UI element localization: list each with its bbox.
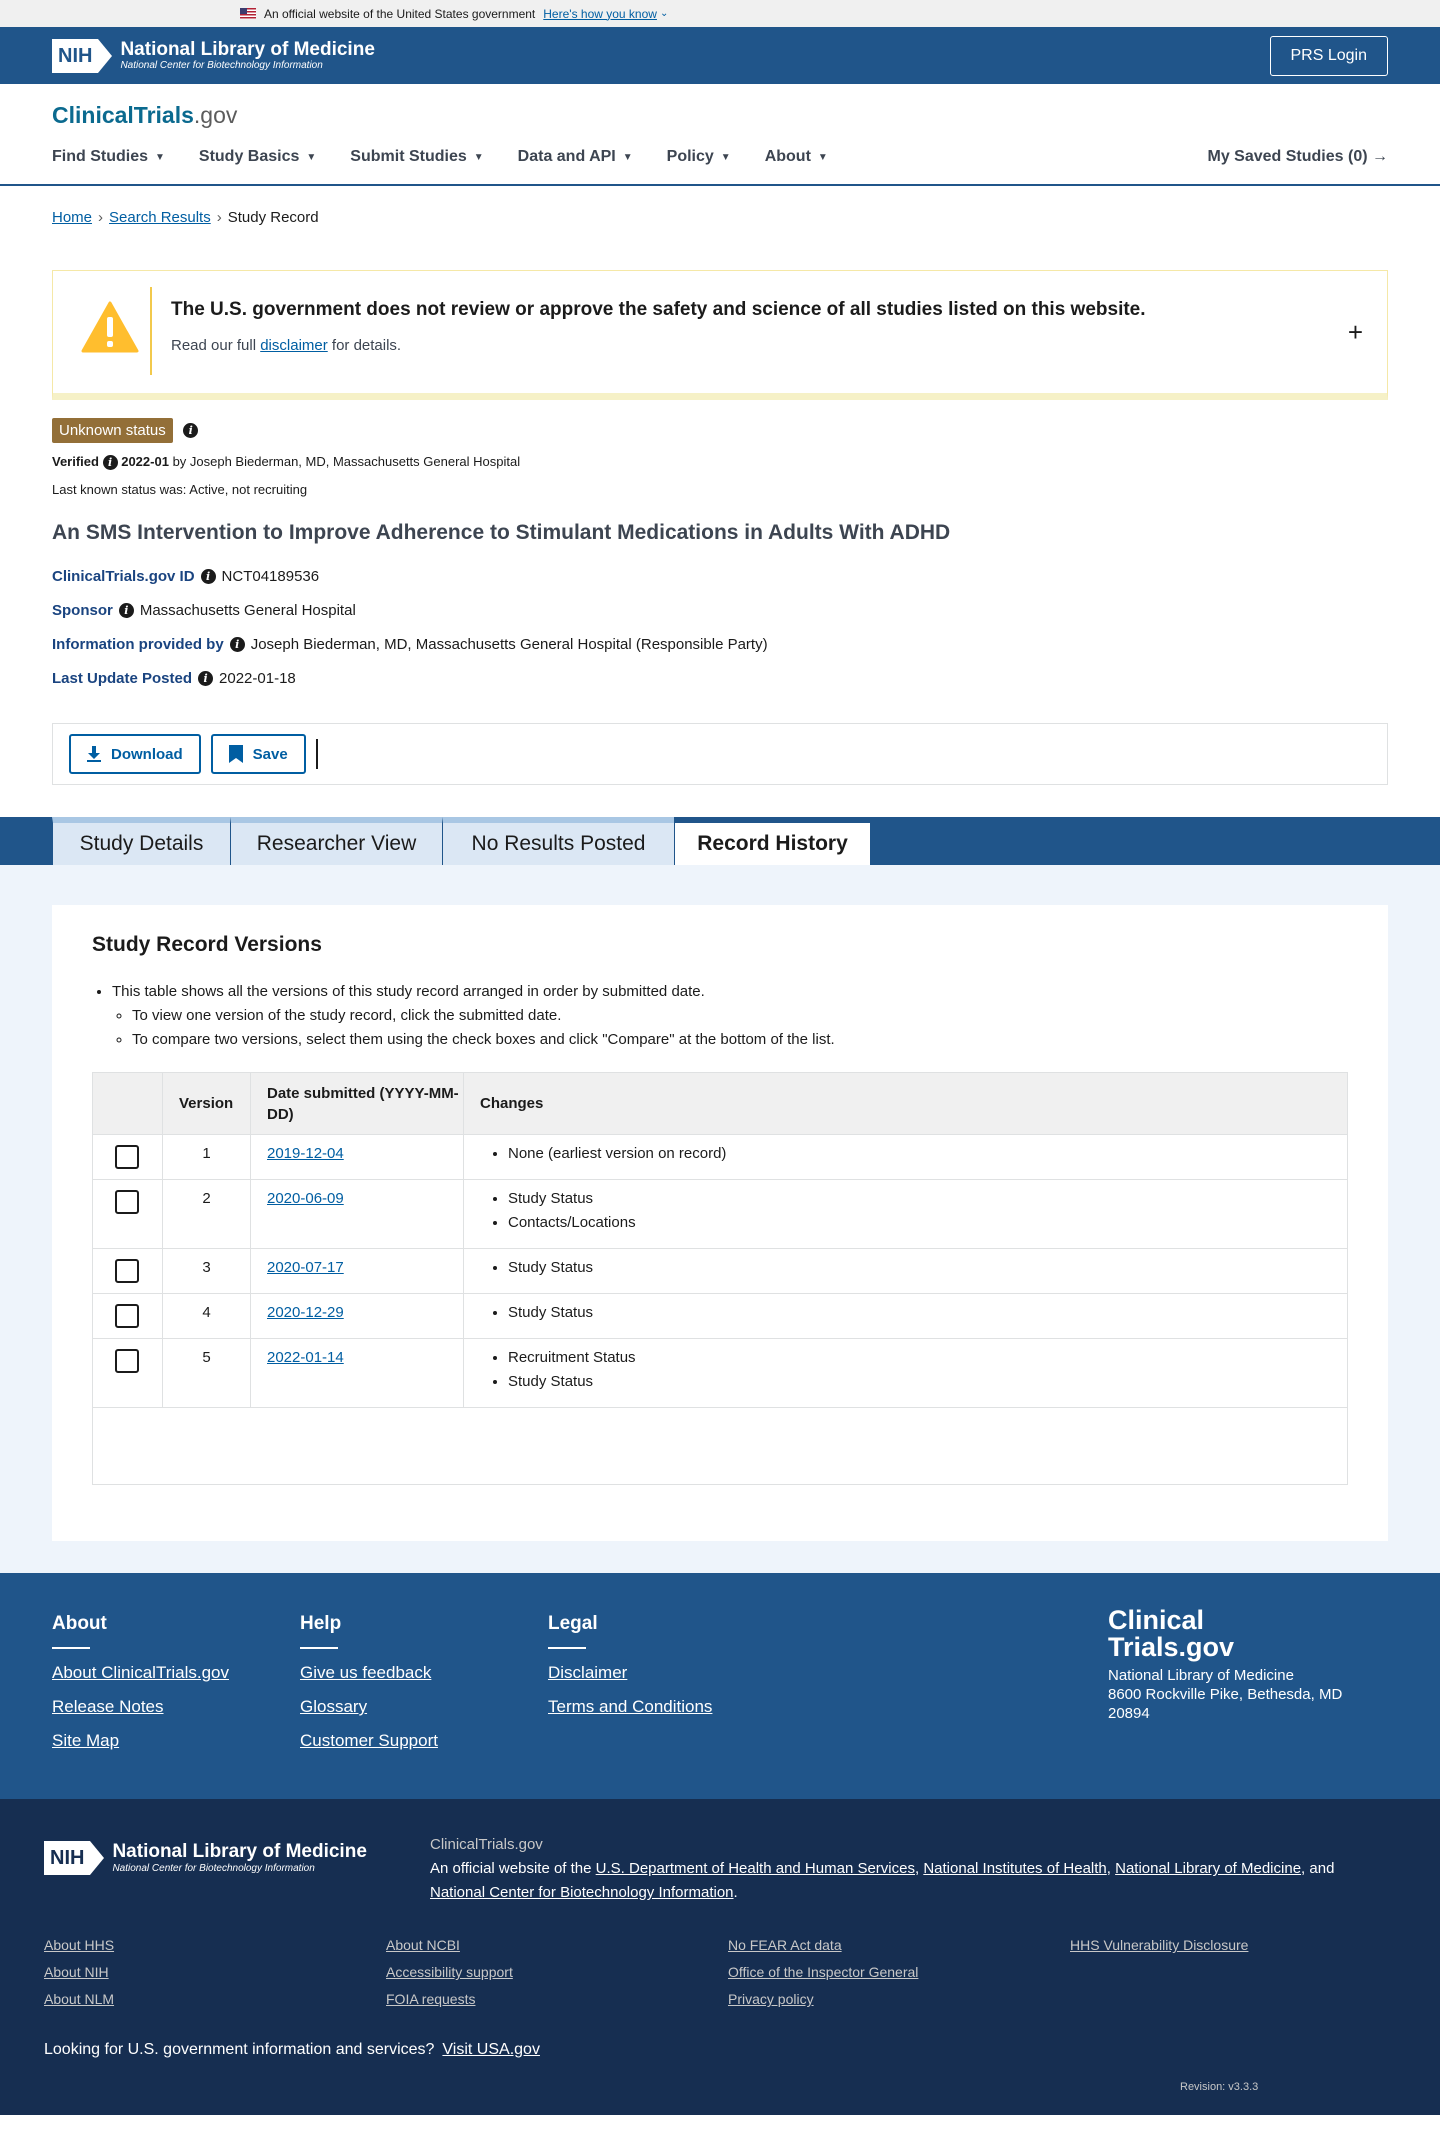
footer-link[interactable]: About NIH: [44, 1964, 109, 1981]
change-item: • Recruitment Status: [508, 1349, 1347, 1366]
nlm-footer: [0, 1799, 1440, 2115]
table-row: [93, 1180, 1347, 1249]
provided-by-label: Information provided by: [52, 635, 224, 653]
info-icon[interactable]: i: [119, 603, 134, 618]
version-date-link[interactable]: 2022-01-14: [267, 1349, 344, 1367]
version-checkbox[interactable]: [115, 1145, 139, 1169]
ncbi-link[interactable]: National Center for Biotechnology Information: [430, 1884, 734, 1902]
nav-find-studies[interactable]: Find Studies ▼: [52, 148, 165, 165]
usa-gov-link[interactable]: Visit USA.gov: [442, 2041, 540, 2059]
footer-link[interactable]: Site Map: [52, 1731, 120, 1751]
site-logo-suffix: .gov: [193, 102, 238, 128]
footer-about: About About ClinicalTrials.gov Release Notes Site Map: [52, 1613, 229, 1751]
nih-link[interactable]: National Institutes of Health: [923, 1860, 1107, 1878]
warning-icon: [81, 301, 139, 353]
versions-table: [92, 1072, 1348, 1485]
tab-study-details[interactable]: Study Details: [52, 817, 230, 865]
breadcrumb-home[interactable]: Home: [52, 209, 93, 226]
col-version: Version: [163, 1073, 251, 1134]
id-value: NCT04189536: [221, 567, 320, 585]
versions-help-compare: ◦ To compare two versions, select them using the check boxes and click "Compare" at the bottom of the list.: [132, 1031, 1348, 1048]
col-date: Date submitted (YYYY-MM-DD): [251, 1073, 464, 1134]
version-date-link[interactable]: 2019-12-04: [267, 1145, 344, 1163]
gov-banner-text: An official website of the United States government: [264, 6, 536, 21]
change-item: • Contacts/Locations: [508, 1214, 1347, 1231]
table-header: [93, 1073, 1347, 1135]
version-date-link[interactable]: 2020-06-09: [267, 1190, 344, 1208]
alert-heading: The U.S. government does not review or approve the safety and science of all studies listed on this website.: [171, 299, 1146, 320]
version-checkbox[interactable]: [115, 1259, 139, 1283]
id-label: ClinicalTrials.gov ID: [52, 567, 195, 585]
nih-logo-abbr: NIH: [52, 39, 98, 73]
revision-text: Revision: v3.3.3: [1180, 2081, 1259, 2094]
footer-link[interactable]: Disclaimer: [548, 1663, 628, 1683]
nlm-logo[interactable]: [52, 39, 375, 73]
tab-no-results-posted[interactable]: No Results Posted: [442, 817, 674, 865]
main-nav: [52, 148, 862, 166]
study-title: An SMS Intervention to Improve Adherence to Stimulant Medications in Adults With ADHD: [52, 521, 951, 545]
footer-link[interactable]: No FEAR Act data: [728, 1937, 842, 1954]
download-button[interactable]: Download: [69, 734, 201, 774]
nlm-subtitle: National Center for Biotechnology Information: [120, 60, 323, 72]
breadcrumb: [0, 186, 1440, 270]
tab-bar: [0, 817, 1440, 865]
chevron-right-icon: ›: [216, 209, 222, 226]
table-row: [93, 1294, 1347, 1339]
chevron-right-icon: ›: [98, 209, 104, 226]
nlm-footer-logo[interactable]: NIH National Library of Medicine National Center for Biotechnology Information: [44, 1841, 367, 1875]
last-update-label: Last Update Posted: [52, 669, 193, 687]
change-item: • None (earliest version on record): [508, 1145, 1347, 1162]
verified-line: Verified i 2022-01 by Joseph Biederman, MD, Massachusetts General Hospital: [52, 454, 521, 470]
version-number: 1: [163, 1135, 251, 1179]
us-flag-icon: [240, 8, 256, 19]
sponsor-label: Sponsor: [52, 601, 113, 619]
version-date-link[interactable]: 2020-07-17: [267, 1259, 344, 1277]
hhs-link[interactable]: U.S. Department of Health and Human Services: [595, 1860, 915, 1878]
footer-link[interactable]: Terms and Conditions: [548, 1697, 713, 1717]
footer-link[interactable]: Release Notes: [52, 1697, 164, 1717]
info-icon[interactable]: i: [230, 637, 245, 652]
change-item: • Study Status: [508, 1259, 1347, 1276]
gov-banner: [0, 0, 1440, 27]
version-checkbox[interactable]: [115, 1349, 139, 1373]
nav-policy[interactable]: Policy ▼: [666, 148, 731, 165]
footer-link[interactable]: Give us feedback: [300, 1663, 432, 1683]
nlm-title: National Library of Medicine: [120, 38, 375, 60]
table-row: [93, 1339, 1347, 1408]
alert-text: Read our full disclaimer for details.: [171, 337, 402, 354]
footer-link[interactable]: FOIA requests: [386, 1991, 476, 2008]
table-row: [93, 1249, 1347, 1294]
versions-intro: • This table shows all the versions of this study record arranged in order by submitted date.: [112, 983, 1348, 1000]
nlm-link[interactable]: National Library of Medicine: [1115, 1860, 1302, 1878]
last-known-status: Last known status was: Active, not recruiting: [52, 482, 308, 498]
expand-plus-icon[interactable]: +: [1347, 317, 1363, 347]
tab-record-history[interactable]: Record History: [674, 817, 870, 865]
info-icon[interactable]: i: [183, 423, 198, 438]
info-icon[interactable]: i: [198, 671, 213, 686]
disclaimer-link[interactable]: disclaimer: [260, 337, 328, 354]
prs-login-button[interactable]: PRS Login: [1270, 36, 1389, 76]
footer-legal: Legal Disclaimer Terms and Conditions: [548, 1613, 713, 1717]
site-logo-main: ClinicalTrials: [52, 102, 194, 128]
change-item: • Study Status: [508, 1190, 1347, 1207]
chevron-down-icon: ▼: [473, 151, 484, 163]
chevron-down-icon: ▼: [720, 151, 731, 163]
download-icon: [87, 746, 101, 762]
table-row: [93, 1135, 1347, 1180]
info-icon[interactable]: i: [103, 455, 118, 470]
site-logo[interactable]: [52, 102, 237, 129]
footer-link[interactable]: Customer Support: [300, 1731, 438, 1751]
version-number: 4: [163, 1294, 251, 1338]
chevron-down-icon: ▼: [817, 151, 828, 163]
footer-logo[interactable]: Clinical Trials.gov: [1108, 1605, 1235, 1663]
provided-by-value: Joseph Biederman, MD, Massachusetts General Hospital (Responsible Party): [250, 635, 768, 653]
change-item: • Study Status: [508, 1373, 1347, 1390]
official-statement: ClinicalTrials.gov An official website of the U.S. Department of Health and Human Services, National Institutes of Health, National Library of Medicine, and National Center for Biotechnology Information.: [430, 1836, 1335, 1902]
nih-header: [0, 27, 1440, 84]
site-footer: [0, 1573, 1440, 1799]
footer-link[interactable]: About NCBI: [386, 1937, 460, 1954]
footer-brand: Clinical Trials.gov National Library of Medicine 8600 Rockville Pike, Bethesda, MD 20894: [1108, 1607, 1358, 1723]
how-you-know-link[interactable]: Here's how you know: [543, 6, 657, 21]
arrow-right-icon: →: [1372, 148, 1388, 165]
site-header: [0, 84, 1440, 186]
saved-studies-link[interactable]: My Saved Studies (0) →: [1207, 148, 1388, 165]
disclaimer-alert: [52, 270, 1388, 400]
nih-logo-abbr: NIH: [44, 1841, 90, 1875]
footer-link[interactable]: About ClinicalTrials.gov: [52, 1663, 229, 1683]
version-checkbox[interactable]: [115, 1190, 139, 1214]
tab-researcher-view[interactable]: Researcher View: [230, 817, 442, 865]
status-badge: Unknown status: [52, 418, 173, 443]
nav-data-api[interactable]: Data and API ▼: [517, 148, 633, 165]
chevron-down-icon: ▼: [306, 151, 317, 163]
version-checkbox[interactable]: [115, 1304, 139, 1328]
footer-link[interactable]: HHS Vulnerability Disclosure: [1070, 1937, 1249, 1954]
record-versions-panel: [52, 905, 1388, 1541]
chevron-down-icon: ▼: [155, 151, 165, 163]
save-button[interactable]: Save: [211, 734, 306, 774]
nav-about[interactable]: About ▼: [764, 148, 828, 165]
study-meta: [52, 559, 1440, 695]
versions-heading: Study Record Versions: [92, 933, 322, 957]
footer-link[interactable]: Office of the Inspector General: [728, 1964, 919, 1981]
version-number: 3: [163, 1249, 251, 1293]
versions-help-view: ◦ To view one version of the study record, click the submitted date.: [132, 1007, 1348, 1024]
footer-link[interactable]: About NLM: [44, 1991, 115, 2008]
bookmark-icon: [229, 745, 243, 763]
version-number: 5: [163, 1339, 251, 1407]
usa-gov-line: Looking for U.S. government information and services? Visit USA.gov: [44, 2041, 540, 2059]
version-number: 2: [163, 1180, 251, 1248]
sponsor-value: Massachusetts General Hospital: [139, 601, 356, 619]
chevron-down-icon: ⌄: [659, 8, 669, 19]
version-date-link[interactable]: 2020-12-29: [267, 1304, 344, 1322]
footer-link[interactable]: About HHS: [44, 1937, 115, 1954]
info-icon[interactable]: i: [201, 569, 216, 584]
chevron-down-icon: ▼: [622, 151, 633, 163]
footer-link[interactable]: Glossary: [300, 1697, 368, 1717]
col-changes: Changes: [480, 1095, 544, 1113]
change-item: • Study Status: [508, 1304, 1347, 1321]
breadcrumb-current: Study Record: [227, 209, 319, 226]
nav-study-basics[interactable]: Study Basics ▼: [198, 148, 317, 165]
last-update-value: 2022-01-18: [219, 669, 296, 687]
footer-link[interactable]: Privacy policy: [728, 1991, 814, 2008]
breadcrumb-search-results[interactable]: Search Results: [109, 209, 211, 226]
nav-submit-studies[interactable]: Submit Studies ▼: [350, 148, 484, 165]
footer-link[interactable]: Accessibility support: [386, 1964, 513, 1981]
action-bar: [52, 723, 1388, 785]
footer-help: Help Give us feedback Glossary Customer Support: [300, 1613, 438, 1751]
